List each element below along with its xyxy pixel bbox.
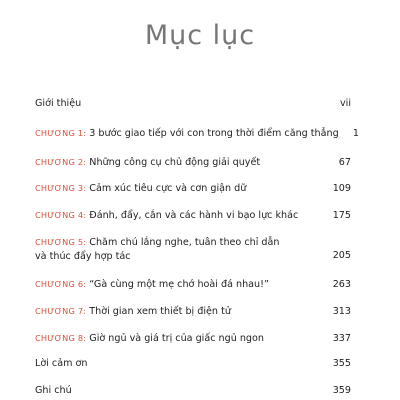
entry-page-number: 337 <box>332 333 351 344</box>
toc-entry-chapter-1 <box>35 126 359 141</box>
entry-text: Thời gian xem thiết bị điện tử <box>89 306 231 317</box>
entry-text: Giờ ngủ và giá trị của giấc ngủ ngon <box>89 333 264 344</box>
entry-page-number: 263 <box>332 279 351 290</box>
entry-page-number: vii <box>339 98 351 109</box>
page-title: Mục lục <box>144 20 256 51</box>
entry-page-number: 355 <box>332 358 351 369</box>
toc-entry-chapter-4 <box>35 208 351 223</box>
entry-text-continued: và thúc đẩy hợp tác <box>35 251 131 262</box>
toc-entry-notes <box>35 384 351 398</box>
entry-text: “Gà cùng một mẹ chớ hoài đá nhau!” <box>89 279 269 290</box>
toc-entry-acknowledgements <box>35 357 351 371</box>
entry-page-number: 175 <box>332 210 351 221</box>
chapter-label: CHƯƠNG 8: <box>35 333 87 343</box>
entry-page-number: 205 <box>332 250 351 261</box>
entry-page-number: 109 <box>332 183 351 194</box>
chapter-label: CHƯƠNG 4: <box>35 210 87 220</box>
entry-text: Cảm xúc tiêu cực và cơn giận dữ <box>89 183 247 194</box>
toc-entry-introduction <box>35 97 351 111</box>
entry-page-number: 67 <box>338 157 351 168</box>
entry-page-number: 359 <box>332 385 351 396</box>
entry-text: Chăm chú lắng nghe, tuân theo chỉ dẫn <box>89 237 280 248</box>
entry-page-number: 313 <box>332 306 351 317</box>
toc-entry-chapter-5 <box>35 235 351 263</box>
entry-text: 3 bước giao tiếp với con trong thời điểm căng thẳng <box>89 128 339 139</box>
chapter-label: CHƯƠNG 2: <box>35 157 87 167</box>
chapter-label: CHƯƠNG 7: <box>35 306 87 316</box>
toc-entry-chapter-6 <box>35 277 351 292</box>
chapter-label: CHƯƠNG 6: <box>35 279 87 289</box>
entry-text: Những công cụ chủ động giải quyết <box>89 157 261 168</box>
entry-text: Giới thiệu <box>35 98 82 109</box>
entry-text: Đánh, đẩy, cắn và các hành vi bạo lực khác <box>89 210 299 221</box>
chapter-label: CHƯƠNG 5: <box>35 237 87 247</box>
entry-text: Lời cảm ơn <box>35 358 88 369</box>
entry-page-number: 1 <box>352 128 359 139</box>
chapter-label: CHƯƠNG 1: <box>35 128 87 138</box>
entry-text: Ghi chú <box>35 385 72 396</box>
toc-entry-chapter-2 <box>35 155 351 170</box>
toc-entry-chapter-8 <box>35 331 351 346</box>
chapter-label: CHƯƠNG 3: <box>35 183 87 193</box>
toc-entry-chapter-3 <box>35 181 351 196</box>
toc-entry-chapter-7 <box>35 304 351 319</box>
